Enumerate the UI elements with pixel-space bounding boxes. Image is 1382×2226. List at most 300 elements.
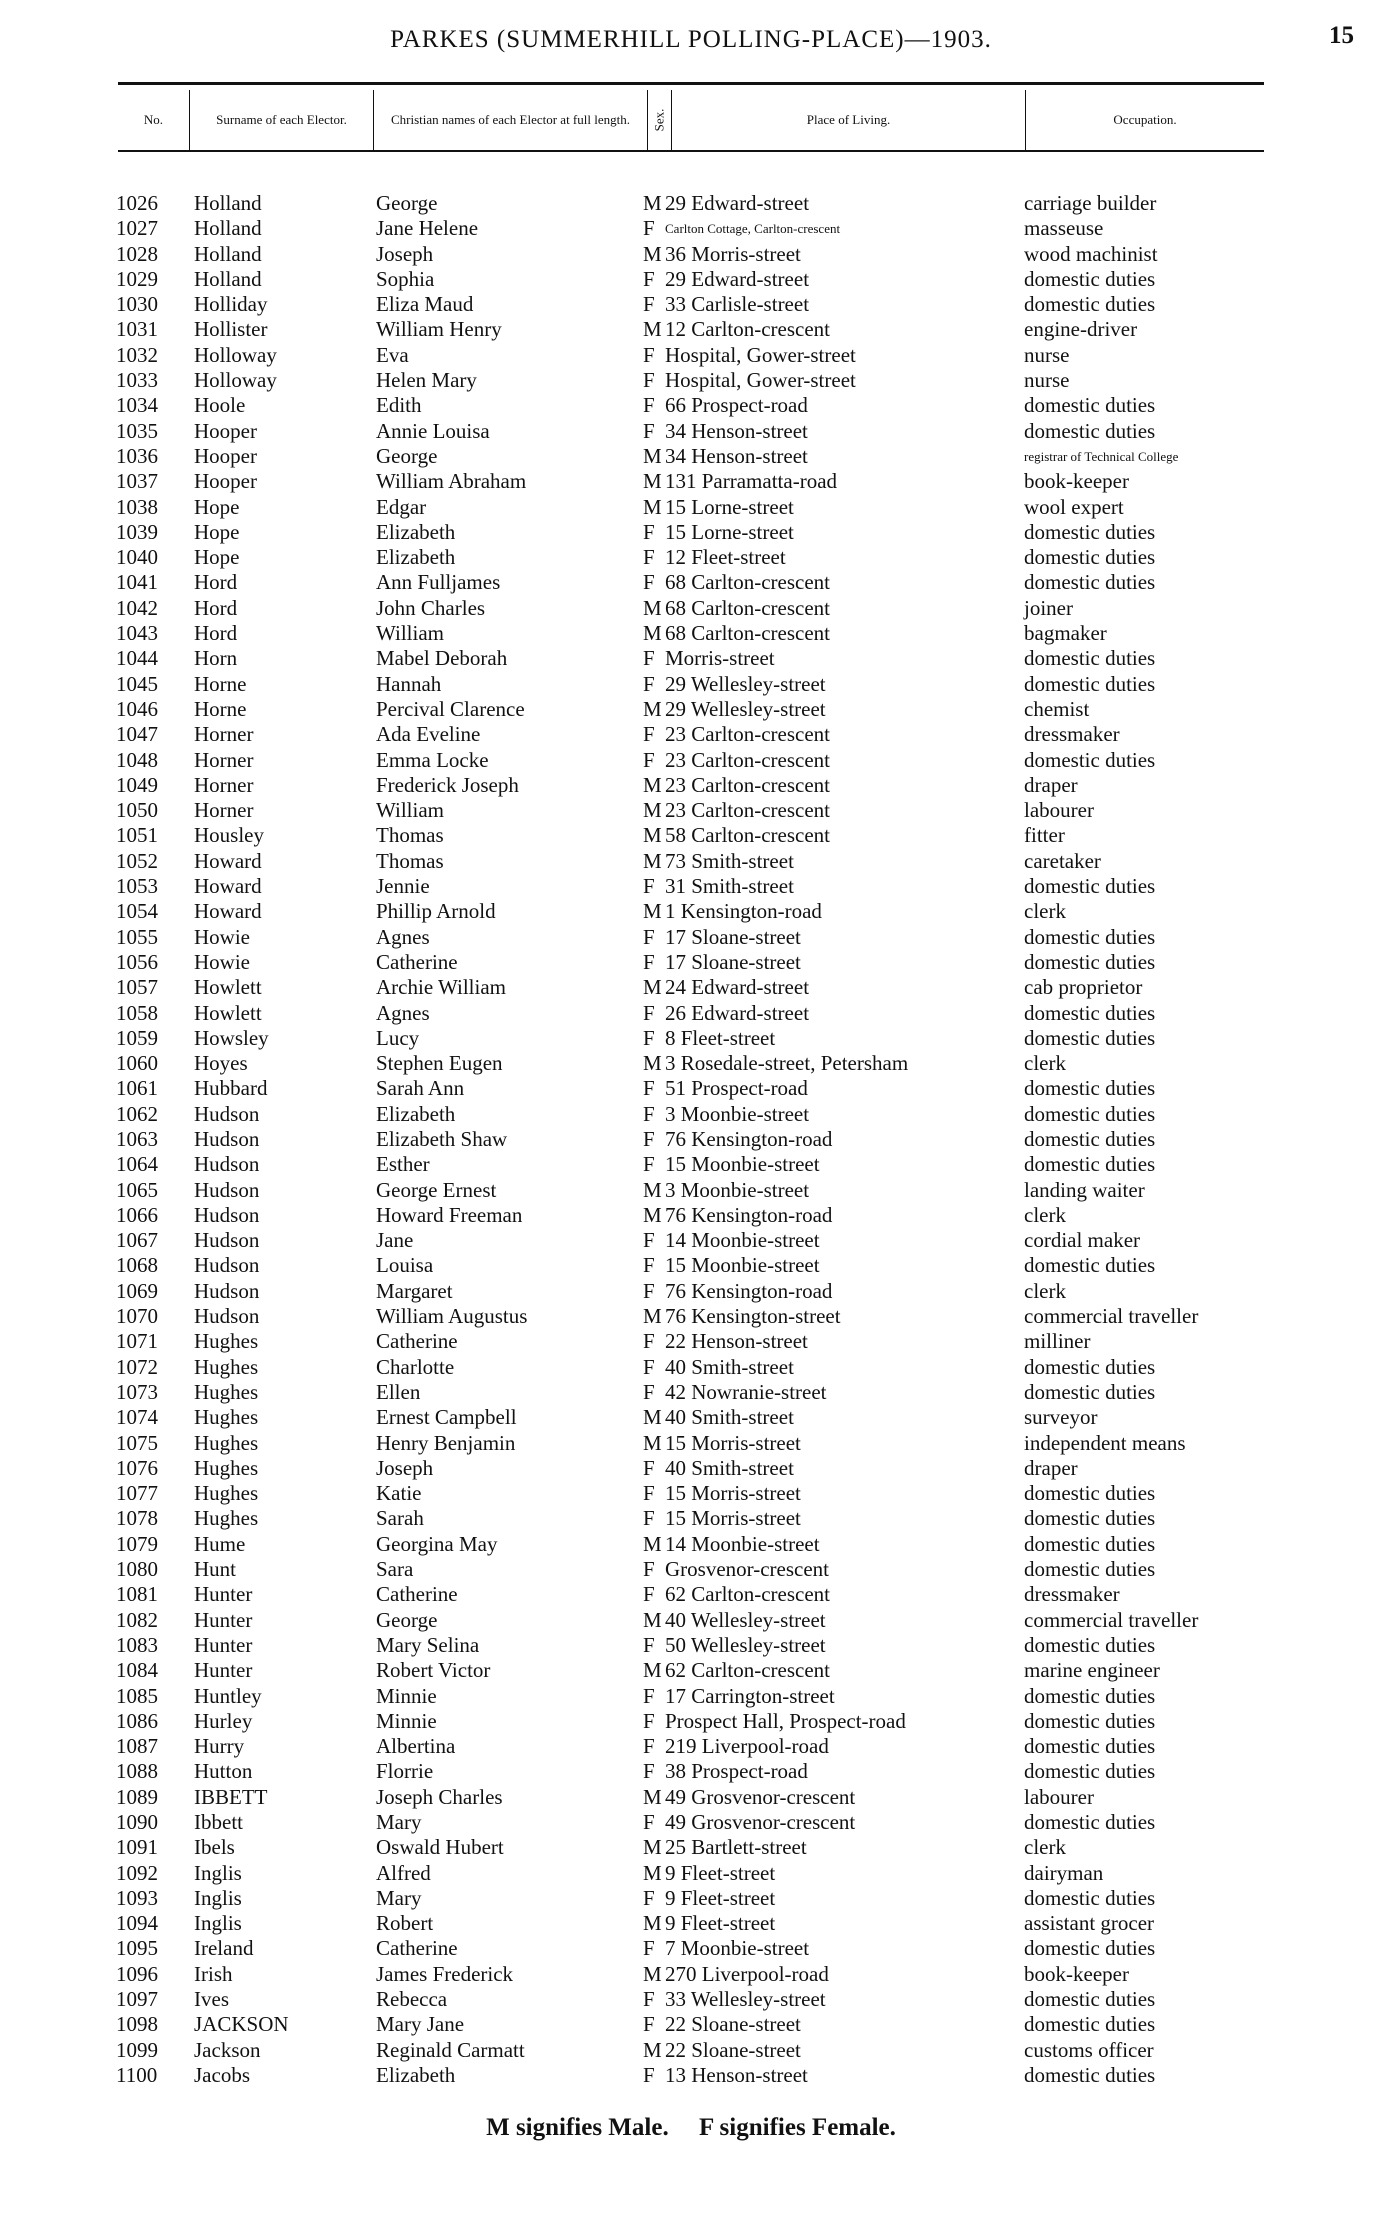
elector-place-of-living: 40 Smith-street	[665, 1405, 794, 1430]
table-row	[0, 1178, 1382, 1203]
elector-place-of-living: 62 Carlton-crescent	[665, 1658, 831, 1683]
elector-number: 1054	[116, 899, 158, 924]
elector-surname: Ibbett	[194, 1810, 243, 1834]
elector-occupation: domestic duties	[1024, 1354, 1156, 1379]
elector-number: 1056	[116, 949, 158, 974]
elector-occupation: domestic duties	[1024, 1152, 1156, 1177]
elector-sex: M	[643, 899, 662, 924]
elector-sex: M	[643, 621, 662, 646]
table-row	[0, 748, 1382, 773]
table-row	[0, 1962, 1382, 1987]
elector-occupation: domestic duties	[1024, 266, 1156, 291]
elector-number: 1100	[116, 2062, 158, 2087]
column-headers	[118, 90, 1264, 152]
elector-occupation: domestic duties	[1024, 1759, 1156, 1784]
elector-surname: Holliday	[194, 292, 268, 317]
elector-surname: Howlett	[194, 975, 262, 1000]
elector-sex: F	[643, 519, 655, 544]
elector-number: 1052	[116, 848, 158, 873]
elector-place-of-living: 24 Edward-street	[665, 975, 810, 1000]
elector-sex: F	[643, 874, 655, 899]
column-header-sex	[648, 90, 672, 150]
elector-christian-names: Mary	[376, 1885, 422, 1910]
column-header-sex-label: Sex.	[651, 108, 667, 132]
elector-christian-names: Ernest Campbell	[376, 1405, 517, 1430]
elector-place-of-living: 36 Morris-street	[665, 241, 801, 266]
elector-christian-names: John Charles	[376, 595, 486, 620]
elector-surname: Howlett	[194, 1000, 262, 1025]
elector-sex: F	[643, 368, 655, 393]
elector-sex: F	[643, 1936, 655, 1961]
elector-sex: F	[643, 1481, 655, 1506]
elector-surname: Hooper	[194, 469, 257, 494]
elector-christian-names: George	[376, 1607, 438, 1632]
elector-christian-names: Elizabeth	[376, 1101, 456, 1126]
table-row	[0, 1203, 1382, 1228]
elector-number: 1068	[116, 1253, 158, 1278]
elector-occupation: clerk	[1024, 1278, 1066, 1303]
elector-sex: F	[643, 1810, 655, 1834]
elector-place-of-living: 9 Fleet-street	[665, 1885, 776, 1910]
elector-surname: Jacobs	[194, 2062, 250, 2087]
elector-number: 1061	[116, 1076, 158, 1101]
elector-surname: Horner	[194, 747, 254, 772]
elector-place-of-living: 3 Moonbie-street	[665, 1177, 810, 1202]
elector-occupation: cab proprietor	[1024, 975, 1143, 1000]
elector-place-of-living: 66 Prospect-road	[665, 393, 808, 418]
elector-number: 1050	[116, 798, 158, 823]
elector-christian-names: George	[376, 191, 438, 215]
elector-number: 1086	[116, 1708, 158, 1733]
elector-occupation: landing waiter	[1024, 1177, 1145, 1202]
table-row	[0, 2063, 1382, 2088]
elector-sex: F	[643, 1278, 655, 1303]
page-number: 15	[1329, 22, 1354, 49]
elector-place-of-living: 29 Edward-street	[665, 191, 810, 215]
elector-occupation: wood machinist	[1024, 241, 1158, 266]
elector-place-of-living: 15 Lorne-street	[665, 519, 794, 544]
elector-occupation: cordial maker	[1024, 1228, 1141, 1253]
elector-place-of-living: 22 Sloane-street	[665, 2037, 801, 2062]
elector-christian-names: Jennie	[376, 874, 430, 899]
elector-surname: Hooper	[194, 418, 257, 443]
elector-place-of-living: 40 Smith-street	[665, 1354, 794, 1379]
elector-christian-names: Agnes	[376, 1000, 430, 1025]
elector-number: 1042	[116, 595, 158, 620]
elector-christian-names: Catherine	[376, 949, 458, 974]
elector-sex: F	[643, 1000, 655, 1025]
table-row	[0, 1380, 1382, 1405]
elector-occupation: assistant grocer	[1024, 1911, 1155, 1936]
elector-number: 1059	[116, 1025, 158, 1050]
page-header	[0, 22, 1382, 62]
table-row	[0, 646, 1382, 671]
elector-place-of-living: 15 Moonbie-street	[665, 1253, 820, 1278]
elector-surname: Horne	[194, 671, 247, 696]
elector-place-of-living: 33 Carlisle-street	[665, 292, 810, 317]
elector-christian-names: Eliza Maud	[376, 292, 474, 317]
elector-sex: M	[643, 494, 662, 519]
elector-christian-names: Albertina	[376, 1734, 456, 1759]
elector-christian-names: Henry Benjamin	[376, 1430, 516, 1455]
elector-number: 1091	[116, 1835, 158, 1860]
elector-surname: Hope	[194, 545, 240, 570]
table-row	[0, 2012, 1382, 2037]
elector-occupation: masseuse	[1024, 216, 1104, 241]
elector-place-of-living: 68 Carlton-crescent	[665, 570, 831, 595]
elector-occupation: domestic duties	[1024, 671, 1156, 696]
elector-christian-names: Elizabeth	[376, 545, 456, 570]
elector-occupation: labourer	[1024, 1784, 1094, 1809]
elector-surname: Hunter	[194, 1582, 253, 1607]
elector-sex: M	[643, 1607, 662, 1632]
elector-place-of-living: 23 Carlton-crescent	[665, 772, 831, 797]
elector-sex: M	[643, 595, 662, 620]
elector-occupation: clerk	[1024, 1202, 1066, 1227]
table-row	[0, 444, 1382, 469]
elector-occupation: clerk	[1024, 1835, 1066, 1860]
elector-surname: Irish	[194, 1961, 233, 1986]
elector-sex: M	[643, 469, 662, 494]
elector-christian-names: Helen Mary	[376, 368, 477, 393]
elector-place-of-living: 40 Smith-street	[665, 1455, 794, 1480]
table-row	[0, 1861, 1382, 1886]
table-row	[0, 596, 1382, 621]
elector-christian-names: William	[376, 798, 444, 823]
elector-occupation: joiner	[1024, 595, 1073, 620]
elector-sex: M	[643, 1051, 662, 1076]
table-row	[0, 798, 1382, 823]
elector-number: 1067	[116, 1228, 158, 1253]
elector-number: 1074	[116, 1405, 158, 1430]
elector-occupation: clerk	[1024, 1051, 1066, 1076]
elector-number: 1063	[116, 1126, 158, 1151]
elector-christian-names: Robert	[376, 1911, 434, 1936]
elector-surname: Horn	[194, 646, 238, 671]
table-row	[0, 267, 1382, 292]
elector-christian-names: Emma Locke	[376, 747, 489, 772]
elector-christian-names: Agnes	[376, 924, 430, 949]
elector-place-of-living: Morris-street	[665, 646, 775, 671]
elector-christian-names: Robert Victor	[376, 1658, 491, 1683]
elector-christian-names: Rebecca	[376, 1987, 448, 2012]
table-row	[0, 1304, 1382, 1329]
elector-surname: Hunter	[194, 1658, 253, 1683]
table-row	[0, 1152, 1382, 1177]
elector-sex: F	[643, 1025, 655, 1050]
elector-christian-names: Charlotte	[376, 1354, 455, 1379]
elector-surname: Hutton	[194, 1759, 253, 1784]
elector-christian-names: Louisa	[376, 1253, 434, 1278]
elector-christian-names: William Henry	[376, 317, 502, 342]
elector-occupation: chemist	[1024, 696, 1090, 721]
table-row	[0, 1709, 1382, 1734]
elector-surname: Hope	[194, 519, 240, 544]
elector-occupation: registrar of Technical College	[1024, 448, 1179, 464]
elector-place-of-living: 51 Prospect-road	[665, 1076, 808, 1101]
elector-surname: Hunter	[194, 1607, 253, 1632]
elector-sex: F	[643, 747, 655, 772]
elector-sex: M	[643, 317, 662, 342]
elector-occupation: domestic duties	[1024, 292, 1156, 317]
elector-occupation: engine-driver	[1024, 317, 1138, 342]
elector-place-of-living: 22 Henson-street	[665, 1329, 808, 1354]
elector-surname: Hughes	[194, 1455, 259, 1480]
elector-occupation: domestic duties	[1024, 545, 1156, 570]
table-row	[0, 975, 1382, 1000]
elector-surname: Hughes	[194, 1481, 259, 1506]
table-row	[0, 722, 1382, 747]
sex-legend	[0, 2114, 1382, 2142]
table-row	[0, 1987, 1382, 2012]
elector-occupation: domestic duties	[1024, 1708, 1156, 1733]
elector-occupation: domestic duties	[1024, 393, 1156, 418]
elector-sex: F	[643, 342, 655, 367]
elector-number: 1055	[116, 924, 158, 949]
elector-place-of-living: 3 Rosedale-street, Petersham	[665, 1051, 909, 1076]
elector-sex: F	[643, 1253, 655, 1278]
table-top-rule	[118, 82, 1264, 85]
elector-christian-names: Frederick Joseph	[376, 772, 519, 797]
table-row	[0, 393, 1382, 418]
elector-christian-names: Ellen	[376, 1379, 421, 1404]
elector-occupation: carriage builder	[1024, 191, 1157, 215]
elector-surname: Howard	[194, 874, 262, 899]
elector-number: 1044	[116, 646, 158, 671]
elector-christian-names: Eva	[376, 342, 409, 367]
elector-christian-names: Percival Clarence	[376, 696, 525, 721]
elector-christian-names: Margaret	[376, 1278, 453, 1303]
elector-place-of-living: 9 Fleet-street	[665, 1911, 776, 1936]
table-row	[0, 1734, 1382, 1759]
elector-number: 1057	[116, 975, 158, 1000]
elector-sex: F	[643, 924, 655, 949]
elector-sex: M	[643, 798, 662, 823]
table-row	[0, 495, 1382, 520]
table-row	[0, 1076, 1382, 1101]
elector-place-of-living: Carlton Cottage, Carlton-crescent	[665, 221, 841, 237]
table-row	[0, 1253, 1382, 1278]
elector-place-of-living: 131 Parramatta-road	[665, 469, 838, 494]
elector-place-of-living: 15 Morris-street	[665, 1481, 801, 1506]
elector-occupation: customs officer	[1024, 2037, 1154, 2062]
elector-sex: M	[643, 1430, 662, 1455]
elector-number: 1064	[116, 1152, 158, 1177]
elector-sex: F	[643, 1506, 655, 1531]
elector-place-of-living: Hospital, Gower-street	[665, 342, 856, 367]
elector-place-of-living: 8 Fleet-street	[665, 1025, 776, 1050]
elector-number: 1062	[116, 1101, 158, 1126]
elector-number: 1048	[116, 747, 158, 772]
elector-surname: Huntley	[194, 1683, 262, 1708]
elector-christian-names: Reginald Carmatt	[376, 2037, 525, 2062]
elector-occupation: domestic duties	[1024, 1076, 1156, 1101]
elector-surname: Hord	[194, 621, 238, 646]
table-row	[0, 950, 1382, 975]
elector-place-of-living: 49 Grosvenor-crescent	[665, 1810, 856, 1834]
elector-surname: Horner	[194, 722, 254, 747]
elector-surname: Inglis	[194, 1911, 242, 1936]
elector-occupation: domestic duties	[1024, 874, 1156, 899]
elector-surname: Hudson	[194, 1101, 260, 1126]
elector-sex: F	[643, 292, 655, 317]
table-row	[0, 1532, 1382, 1557]
elector-occupation: surveyor	[1024, 1405, 1098, 1430]
table-row	[0, 419, 1382, 444]
elector-occupation: fitter	[1024, 823, 1065, 848]
elector-number: 1032	[116, 342, 158, 367]
elector-number: 1060	[116, 1051, 158, 1076]
elector-list	[0, 191, 1382, 2088]
elector-christian-names: Jane Helene	[376, 216, 479, 241]
table-row	[0, 1456, 1382, 1481]
elector-number: 1078	[116, 1506, 158, 1531]
elector-surname: Holland	[194, 216, 262, 241]
elector-number: 1079	[116, 1531, 158, 1556]
elector-occupation: domestic duties	[1024, 1126, 1156, 1151]
elector-occupation: domestic duties	[1024, 1506, 1156, 1531]
elector-christian-names: Howard Freeman	[376, 1202, 523, 1227]
elector-sex: F	[643, 1329, 655, 1354]
elector-sex: F	[643, 418, 655, 443]
elector-number: 1081	[116, 1582, 158, 1607]
elector-surname: Hughes	[194, 1329, 259, 1354]
column-header-christian-names: Christian names of each Elector at full length.	[374, 90, 648, 150]
elector-sex: F	[643, 570, 655, 595]
elector-sex: F	[643, 1455, 655, 1480]
elector-number: 1075	[116, 1430, 158, 1455]
elector-christian-names: Sara	[376, 1557, 414, 1582]
elector-christian-names: Annie Louisa	[376, 418, 490, 443]
elector-place-of-living: 219 Liverpool-road	[665, 1734, 829, 1759]
elector-place-of-living: 23 Carlton-crescent	[665, 747, 831, 772]
elector-christian-names: Alfred	[376, 1860, 431, 1885]
table-row	[0, 1228, 1382, 1253]
table-row	[0, 1506, 1382, 1531]
elector-number: 1039	[116, 519, 158, 544]
elector-number: 1030	[116, 292, 158, 317]
elector-surname: Hurry	[194, 1734, 245, 1759]
elector-sex: F	[643, 1557, 655, 1582]
elector-surname: Holloway	[194, 368, 277, 393]
elector-occupation: domestic duties	[1024, 1557, 1156, 1582]
elector-sex: F	[643, 1354, 655, 1379]
elector-sex: F	[643, 1076, 655, 1101]
elector-surname: Ireland	[194, 1936, 254, 1961]
elector-number: 1077	[116, 1481, 158, 1506]
elector-place-of-living: 23 Carlton-crescent	[665, 798, 831, 823]
elector-christian-names: Edith	[376, 393, 422, 418]
elector-place-of-living: 31 Smith-street	[665, 874, 794, 899]
elector-place-of-living: 26 Edward-street	[665, 1000, 810, 1025]
elector-christian-names: Phillip Arnold	[376, 899, 496, 924]
table-row	[0, 773, 1382, 798]
elector-place-of-living: 13 Henson-street	[665, 2062, 808, 2087]
elector-sex: M	[643, 1784, 662, 1809]
elector-place-of-living: 38 Prospect-road	[665, 1759, 808, 1784]
elector-place-of-living: 1 Kensington-road	[665, 899, 822, 924]
elector-christian-names: Lucy	[376, 1025, 420, 1050]
table-row	[0, 1936, 1382, 1961]
elector-sex: F	[643, 671, 655, 696]
elector-sex: M	[643, 1405, 662, 1430]
elector-christian-names: George	[376, 443, 438, 468]
elector-place-of-living: 49 Grosvenor-crescent	[665, 1784, 856, 1809]
table-row	[0, 216, 1382, 241]
elector-place-of-living: 7 Moonbie-street	[665, 1936, 810, 1961]
elector-place-of-living: 76 Kensington-road	[665, 1278, 833, 1303]
elector-place-of-living: 34 Henson-street	[665, 418, 808, 443]
elector-number: 1087	[116, 1734, 158, 1759]
elector-occupation: domestic duties	[1024, 1632, 1156, 1657]
table-row	[0, 1582, 1382, 1607]
elector-occupation: domestic duties	[1024, 924, 1156, 949]
table-row	[0, 317, 1382, 342]
elector-surname: Hudson	[194, 1177, 260, 1202]
elector-surname: Hughes	[194, 1379, 259, 1404]
elector-sex: M	[643, 1304, 662, 1329]
elector-number: 1097	[116, 1987, 158, 2012]
elector-place-of-living: 25 Bartlett-street	[665, 1835, 807, 1860]
table-row	[0, 242, 1382, 267]
elector-place-of-living: 29 Wellesley-street	[665, 696, 826, 721]
elector-sex: F	[643, 2012, 655, 2037]
table-row	[0, 1127, 1382, 1152]
elector-surname: Hudson	[194, 1202, 260, 1227]
elector-place-of-living: 29 Wellesley-street	[665, 671, 826, 696]
elector-sex: F	[643, 1632, 655, 1657]
elector-number: 1043	[116, 621, 158, 646]
table-row	[0, 621, 1382, 646]
elector-christian-names: Katie	[376, 1481, 422, 1506]
elector-occupation: domestic duties	[1024, 1025, 1156, 1050]
elector-number: 1073	[116, 1379, 158, 1404]
elector-christian-names: Mary	[376, 1810, 422, 1834]
elector-surname: Inglis	[194, 1860, 242, 1885]
elector-surname: Housley	[194, 823, 264, 848]
elector-number: 1066	[116, 1202, 158, 1227]
elector-sex: M	[643, 1911, 662, 1936]
table-row	[0, 469, 1382, 494]
table-row	[0, 570, 1382, 595]
elector-place-of-living: 62 Carlton-crescent	[665, 1582, 831, 1607]
elector-sex: F	[643, 1708, 655, 1733]
elector-surname: Hudson	[194, 1126, 260, 1151]
elector-christian-names: Sarah Ann	[376, 1076, 465, 1101]
elector-occupation: domestic duties	[1024, 1936, 1156, 1961]
elector-occupation: clerk	[1024, 899, 1066, 924]
table-row	[0, 874, 1382, 899]
elector-occupation: domestic duties	[1024, 747, 1156, 772]
table-row	[0, 1481, 1382, 1506]
elector-number: 1089	[116, 1784, 158, 1809]
elector-surname: Hughes	[194, 1354, 259, 1379]
elector-sex: F	[643, 1582, 655, 1607]
elector-occupation: milliner	[1024, 1329, 1091, 1354]
table-row	[0, 1329, 1382, 1354]
elector-place-of-living: 12 Fleet-street	[665, 545, 786, 570]
elector-surname: Hurley	[194, 1708, 253, 1733]
elector-surname: Howard	[194, 848, 262, 873]
elector-christian-names: Edgar	[376, 494, 427, 519]
elector-sex: F	[643, 266, 655, 291]
elector-sex: M	[643, 1177, 662, 1202]
elector-occupation: domestic duties	[1024, 646, 1156, 671]
elector-sex: M	[643, 241, 662, 266]
elector-number: 1037	[116, 469, 158, 494]
elector-surname: Hubbard	[194, 1076, 268, 1101]
elector-sex: F	[643, 1379, 655, 1404]
